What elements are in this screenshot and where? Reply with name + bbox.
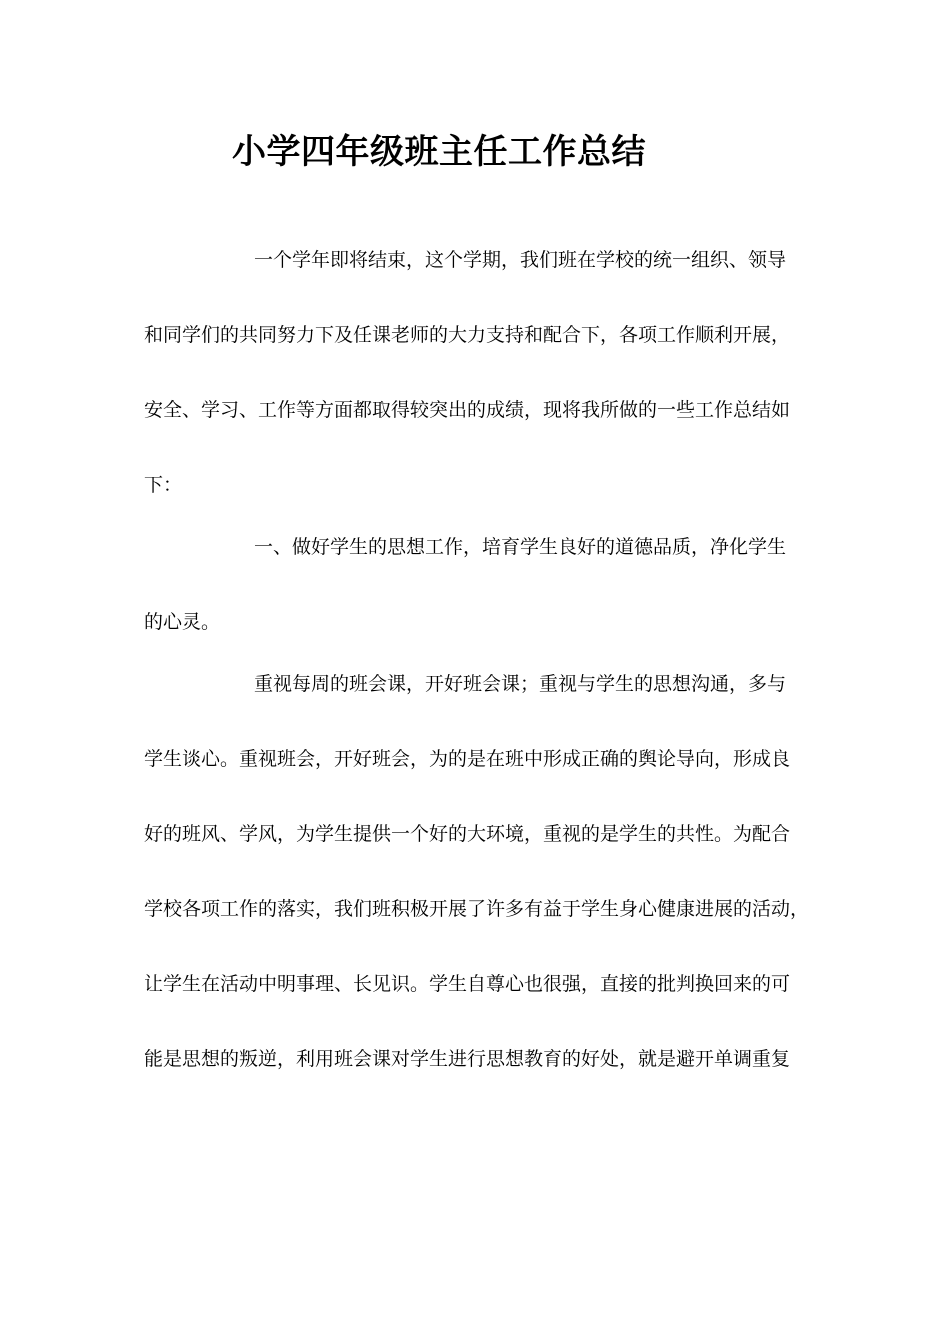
paragraph-line: 和同学们的共同努力下及任课老师的大力支持和配合下，各项工作顺利开展， xyxy=(144,324,791,346)
paragraph-line: 能是思想的叛逆，利用班会课对学生进行思想教育的好处，就是避开单调重复 xyxy=(144,1048,791,1070)
paragraph-line: 下： xyxy=(144,474,183,496)
paragraph-line: 一个学年即将结束，这个学期，我们班在学校的统一组织、领导 xyxy=(254,249,787,271)
paragraph-line: 一、做好学生的思想工作，培育学生良好的道德品质，净化学生 xyxy=(254,536,787,558)
paragraph-line: 重视每周的班会课，开好班会课；重视与学生的思想沟通，多与 xyxy=(254,673,787,695)
document-title: 小学四年级班主任工作总结 xyxy=(232,132,646,172)
paragraph-line: 的心灵。 xyxy=(144,611,221,633)
paragraph-line: 学校各项工作的落实，我们班积极开展了许多有益于学生身心健康进展的活动， xyxy=(144,898,810,920)
paragraph-line: 安全、学习、工作等方面都取得较突出的成绩，现将我所做的一些工作总结如 xyxy=(144,399,791,421)
paragraph-line: 学生谈心。重视班会，开好班会，为的是在班中形成正确的舆论导向，形成良 xyxy=(144,748,791,770)
paragraph-line: 让学生在活动中明事理、长见识。学生自尊心也很强，直接的批判换回来的可 xyxy=(144,973,791,995)
paragraph-line: 好的班风、学风，为学生提供一个好的大环境，重视的是学生的共性。为配合 xyxy=(144,823,791,845)
